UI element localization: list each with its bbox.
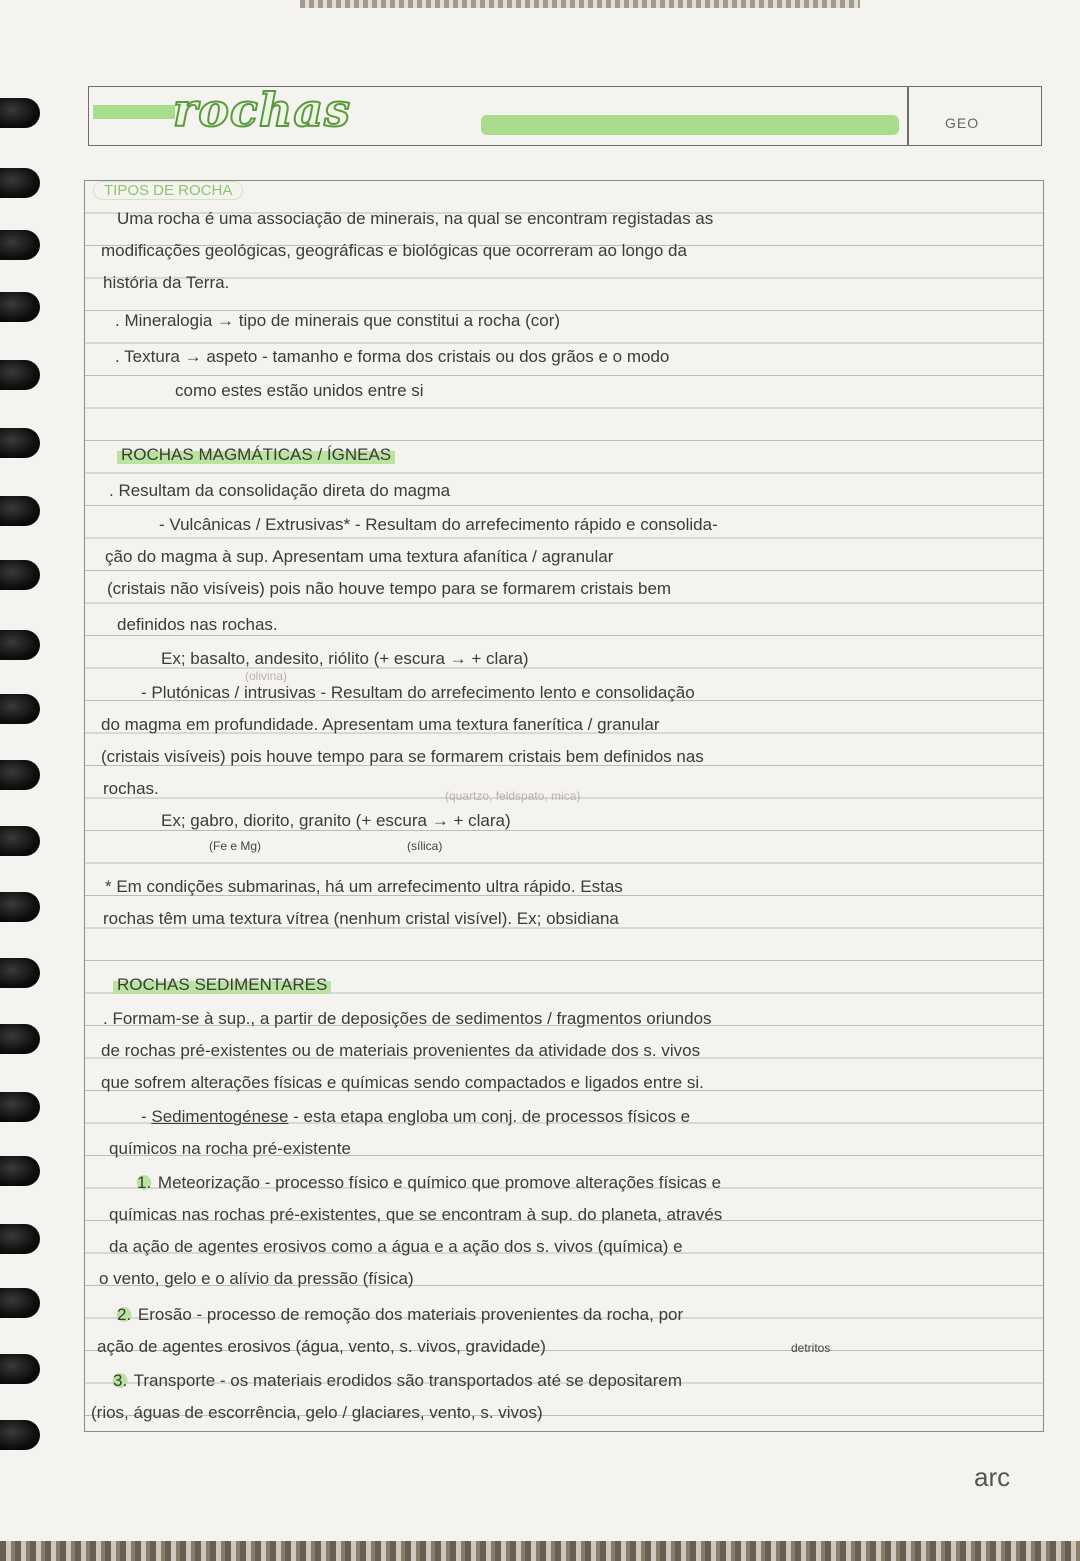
step3-line: (rios, águas de escorrência, gelo / glaciares, vento, s. vivos): [91, 1403, 543, 1422]
olivina-note: (olivina): [245, 669, 288, 683]
binding-ring: [0, 560, 40, 590]
vulcanicas-line: ção do magma à sup. Apresentam uma textura afanítica / agranular: [105, 547, 614, 566]
binding-ring: [0, 958, 40, 988]
plutonicas-line: - Plutónicas / intrusivas - Resultam do arrefecimento lento e consolidação: [141, 683, 695, 702]
step2-line: ação de agentes erosivos (água, vento, s. vivos, gravidade): [97, 1337, 546, 1356]
step3-text: Transporte - os materiais erodidos são transportados até se depositarem: [133, 1371, 682, 1390]
title-highlight: [93, 105, 175, 119]
magmaticas-intro: . Resultam da consolidação direta do magma: [109, 481, 451, 500]
quartzo-note: (quartzo, feldspato, mica): [445, 789, 581, 803]
step1-line: químicas nas rochas pré-existentes, que se encontram à sup. do planeta, através: [109, 1205, 723, 1224]
plutonicas-line: (cristais visíveis) pois houve tempo para se formarem cristais bem definidos nas: [101, 747, 704, 766]
step-number: 3.: [113, 1371, 128, 1390]
binding-ring: [0, 1420, 40, 1450]
binding-ring: [0, 292, 40, 322]
notes-area: [84, 180, 1044, 1432]
mineralogia-line: . Mineralogia → tipo de minerais que constitui a rocha (cor): [115, 311, 561, 330]
sedimentogenese-line: - Sedimentogénese - esta etapa engloba um conj. de processos físicos e: [141, 1107, 691, 1126]
subject-label: GEO: [945, 115, 980, 131]
step1-line: da ação de agentes erosivos como a água e a ação dos s. vivos (química) e: [109, 1237, 683, 1256]
fe-mg-note: (Fe e Mg): [209, 839, 262, 853]
textura-line: como estes estão unidos entre si: [175, 381, 424, 400]
binding-ring: [0, 98, 40, 128]
sedimentares-intro: de rochas pré-existentes ou de materiais provenientes da atividade dos s. vivos: [101, 1041, 701, 1060]
section-heading-magmaticas: ROCHAS MAGMÁTICAS / ÍGNEAS: [117, 445, 395, 465]
textura-line: . Textura → aspeto - tamanho e forma dos cristais ou dos grãos e o modo: [115, 347, 670, 366]
binding-ring: [0, 1156, 40, 1186]
sedimentogenese-line: químicos na rocha pré-existente: [109, 1139, 351, 1158]
section-heading-tipos: TIPOS DE ROCHA: [93, 181, 243, 200]
sedimentares-intro: que sofrem alterações físicas e químicas sendo compactados e ligados entre si.: [101, 1073, 704, 1092]
step2-text: Erosão - processo de remoção dos materiais provenientes da rocha, por: [137, 1305, 684, 1324]
step3-line: [111, 1371, 682, 1391]
background-strip-top: [300, 0, 860, 8]
plutonicas-line: rochas.: [103, 779, 159, 798]
vulcanicas-line: - Vulcânicas / Extrusivas* - Resultam do arrefecimento rápido e consolida-: [159, 515, 718, 534]
binding-ring: [0, 428, 40, 458]
background-strip-bottom: [0, 1541, 1080, 1561]
step1-line: [135, 1173, 721, 1193]
binding-ring: [0, 496, 40, 526]
footnote-line: * Em condições submarinas, há um arrefecimento ultra rápido. Estas: [105, 877, 623, 896]
step1-text: Meteorização - processo físico e químico que promove alterações físicas e: [157, 1173, 722, 1192]
plutonicas-example: Ex; gabro, diorito, granito (+ escura → + clara): [161, 811, 511, 830]
vulcanicas-example: Ex; basalto, andesito, riólito (+ escura → + clara): [161, 649, 529, 668]
header-box: [88, 83, 1042, 146]
intro-line: modificações geológicas, geográficas e biológicas que ocorreram ao longo da: [101, 241, 687, 260]
sedimentogenese-term: Sedimentogénese: [151, 1107, 289, 1126]
binding-ring: [0, 230, 40, 260]
binding-ring: [0, 1354, 40, 1384]
binding-ring: [0, 760, 40, 790]
step-number: 2.: [117, 1305, 132, 1324]
binding-ring: [0, 630, 40, 660]
binding-ring: [0, 1288, 40, 1318]
binding-ring: [0, 360, 40, 390]
binding-ring: [0, 1092, 40, 1122]
intro-line: história da Terra.: [103, 273, 230, 292]
step2-line: [115, 1305, 683, 1325]
plutonicas-line: do magma em profundidade. Apresentam uma textura fanerítica / granular: [101, 715, 660, 734]
binding-ring: [0, 826, 40, 856]
page-title: rochas: [173, 83, 352, 137]
footnote-line: rochas têm uma textura vítrea (nenhum cristal visível). Ex; obsidiana: [103, 909, 619, 928]
vulcanicas-line: definidos nas rochas.: [117, 615, 278, 634]
binding-ring: [0, 1224, 40, 1254]
detritos-note: detritos: [791, 1341, 831, 1355]
binding-ring: [0, 694, 40, 724]
step-number: 1.: [137, 1173, 152, 1192]
binding-ring: [0, 168, 40, 198]
binding-ring: [0, 1024, 40, 1054]
title-highlight-bar: [481, 115, 899, 135]
sedimentares-intro: . Formam-se à sup., a partir de deposições de sedimentos / fragmentos oriundos: [103, 1009, 712, 1028]
header-divider: [907, 87, 909, 145]
watermark: arc: [974, 1462, 1011, 1492]
sedimentogenese-text: - esta etapa engloba um conj. de processos físicos e: [293, 1107, 691, 1126]
intro-line: Uma rocha é uma associação de minerais, na qual se encontram registadas as: [117, 209, 714, 228]
step1-line: o vento, gelo e o alívio da pressão (física): [99, 1269, 414, 1288]
section-heading-sedimentares: ROCHAS SEDIMENTARES: [113, 975, 331, 995]
silica-note: (sílica): [407, 839, 443, 853]
vulcanicas-line: (cristais não visíveis) pois não houve tempo para se formarem cristais bem: [107, 579, 672, 598]
binding-ring: [0, 892, 40, 922]
